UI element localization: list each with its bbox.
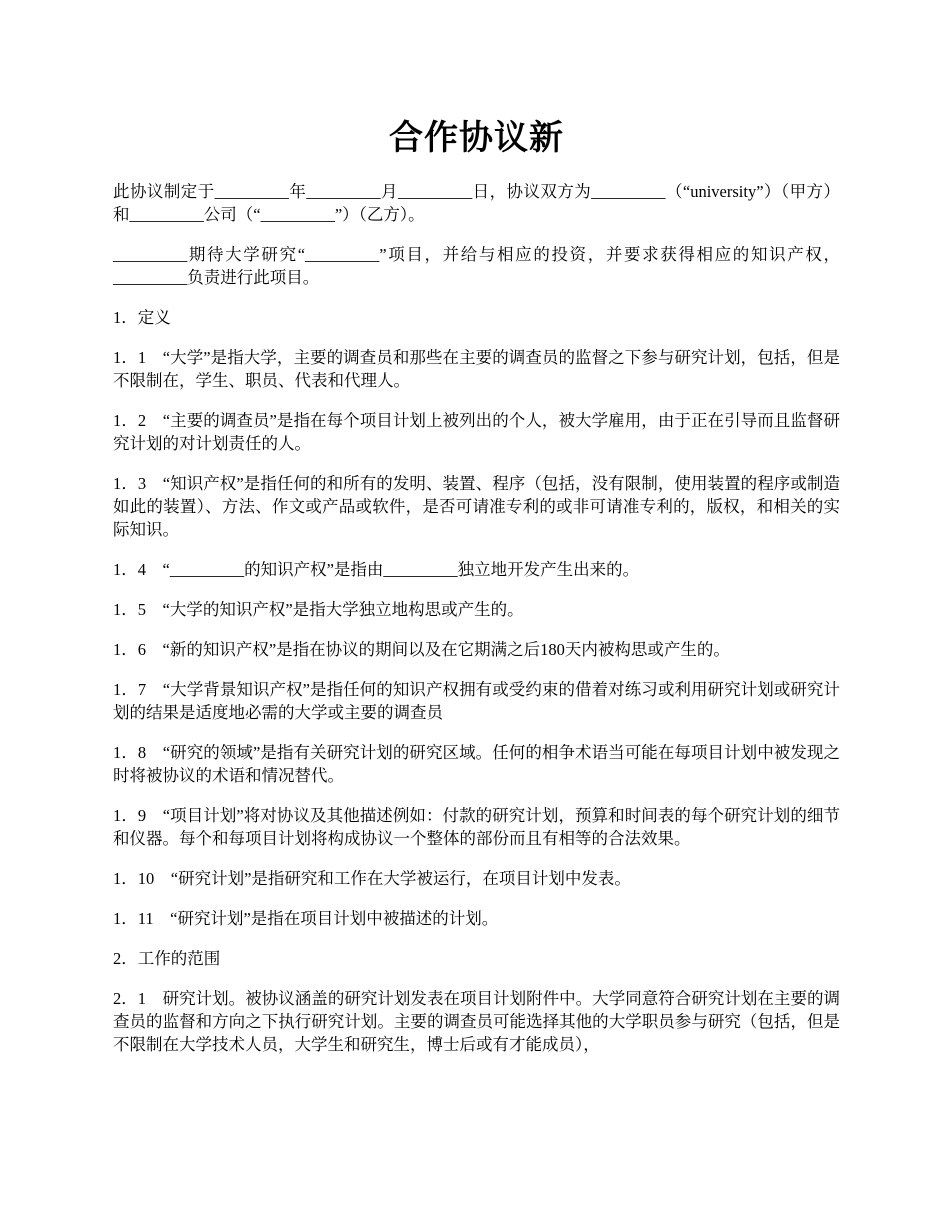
preamble-parties: 此协议制定于_________年_________月_________日，协议双方为_________（“university”）（甲方）和_________公司（“_________”）（乙方）。 [113, 182, 840, 224]
clause-2-1: 2．1 研究计划。被协议涵盖的研究计划发表在项目计划附件中。大学同意符合研究计划在主要的调查员的监督和方向之下执行研究计划。主要的调查员可能选择其他的大学职员参与研究（包括，但是不限制在大学技术人员，大学生和研究生，博士后或有才能成员）， [113, 989, 840, 1054]
section-heading-definitions: 1．定义 [113, 308, 171, 327]
document-title: 合作协议新 [389, 120, 564, 157]
clause-1-4: 1．4 “_________的知识产权”是指由_________独立地开发产生出来的。 [113, 560, 640, 579]
preamble-purpose: _________期待大学研究“_________”项目，并给与相应的投资，并要求获得相应的知识产权，_________负责进行此项目。 [113, 245, 840, 287]
clause-1-7: 1．7 “大学背景知识产权”是指任何的知识产权拥有或受约束的借着对练习或利用研究计划或研究计划的结果是适度地必需的大学或主要的调查员 [113, 680, 840, 722]
clause-1-11: 1．11 “研究计划”是指在项目计划中被描述的计划。 [113, 909, 499, 928]
clause-1-1: 1．1 “大学”是指大学，主要的调查员和那些在主要的调查员的监督之下参与研究计划，包括，但是不限制在，学生、职员、代表和代理人。 [113, 348, 840, 390]
clause-1-6: 1．6 “新的知识产权”是指在协议的期间以及在它期满之后180天内被构思或产生的。 [113, 640, 730, 659]
clause-1-8: 1．8 “研究的领域”是指有关研究计划的研究区域。任何的相争术语当可能在每项目计划中被发现之时将被协议的术语和情况替代。 [113, 743, 840, 785]
section-heading-scope: 2．工作的范围 [113, 949, 221, 968]
clause-1-2: 1．2 “主要的调查员”是指在每个项目计划上被列出的个人，被大学雇用，由于正在引导而且监督研究计划的对计划责任的人。 [113, 411, 840, 453]
clause-1-9: 1．9 “项目计划”将对协议及其他描述例如：付款的研究计划，预算和时间表的每个研究计划的细节和仪器。每个和每项目计划将构成协议一个整体的部份而且有相等的合法效果。 [113, 806, 840, 848]
clause-1-3: 1．3 “知识产权”是指任何的和所有的发明、装置、程序（包括，没有限制，使用装置的程序或制造如此的装置）、方法、作文或产品或软件，是否可请准专利的或非可请准专利的，版权，和相关的实际知识。 [113, 474, 840, 539]
clause-1-10: 1．10 “研究计划”是指研究和工作在大学被运行，在项目计划中发表。 [113, 869, 631, 888]
clause-1-5: 1．5 “大学的知识产权”是指大学独立地构思或产生的。 [113, 600, 524, 619]
